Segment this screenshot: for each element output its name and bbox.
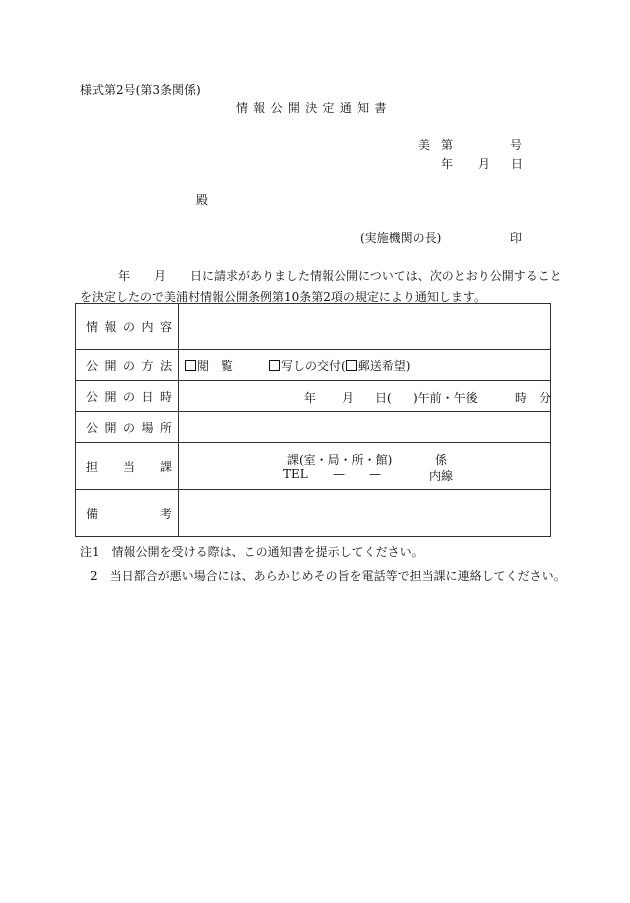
label-remarks: 備 考 (76, 490, 179, 537)
dept-tel-dash-2: — (369, 467, 381, 481)
table-row-remarks (76, 490, 551, 537)
note-2: 2 当日都合が悪い場合には、あらかじめその旨を電話等で担当課に連絡してください。 (90, 569, 566, 583)
table-row-content (76, 304, 551, 350)
notification-table (75, 303, 551, 537)
option-inspection: 閲 覧 (197, 358, 234, 373)
issue-month: 月 (478, 157, 491, 171)
checkbox-copy[interactable] (269, 360, 280, 371)
value-datetime[interactable] (179, 381, 551, 412)
checkbox-mail[interactable] (346, 360, 357, 371)
label-dept: 担 当 課 (76, 443, 179, 490)
body-paragraph (80, 266, 562, 308)
label-datetime: 公 開 の 日 時 (76, 381, 179, 412)
option-copy: 写しの交付( (281, 358, 346, 373)
issue-year: 年 (441, 157, 454, 171)
value-dept[interactable] (179, 443, 551, 490)
datetime-month: 月 (342, 391, 355, 405)
datetime-ampm: )午前・午後 (413, 391, 478, 405)
dept-naisen: 内線 (429, 469, 454, 483)
value-place[interactable] (179, 412, 551, 443)
body-line-1 (80, 266, 562, 287)
issuing-agency: (実施機関の長) (360, 231, 442, 245)
checkbox-inspection[interactable] (185, 360, 196, 371)
dept-kakari: 係 (435, 453, 448, 467)
dept-section: 課(室・局・所・館) (287, 453, 393, 467)
form-number: 様式第2号(第3条関係) (80, 83, 201, 97)
body-year: 年 (118, 269, 131, 283)
label-method: 公 開 の 方 法 (76, 350, 179, 381)
table-row-place (76, 412, 551, 443)
reference-dai: 第 (441, 138, 454, 152)
body-line1-rest: 日に請求がありました情報公開については、次のとおり公開すること (190, 269, 562, 283)
dept-tel-label: TEL (283, 467, 308, 481)
datetime-year: 年 (304, 391, 317, 405)
note-1: 注1 情報公開を受ける際は、この通知書を提示してください。 (80, 545, 424, 559)
value-method (179, 350, 551, 381)
datetime-hour: 時 (515, 391, 528, 405)
value-remarks[interactable] (179, 490, 551, 537)
seal-mark: 印 (510, 231, 523, 245)
datetime-day: 日( (375, 391, 392, 405)
body-month: 月 (154, 269, 167, 283)
table-row-datetime (76, 381, 551, 412)
table-row-dept (76, 443, 551, 490)
datetime-minute: 分 (539, 391, 552, 405)
table-row-method (76, 350, 551, 381)
issue-day: 日 (511, 157, 524, 171)
reference-prefix: 美 (418, 138, 431, 152)
option-mail: 郵送希望) (357, 358, 411, 373)
reference-go: 号 (510, 138, 523, 152)
dept-tel-dash-1: — (333, 467, 345, 481)
label-content: 情 報 の 内 容 (76, 304, 179, 350)
body-line-2: を決定したので美浦村情報公開条例第10条第2項の規定により通知します。 (80, 290, 486, 304)
label-place: 公 開 の 場 所 (76, 412, 179, 443)
document-title: 情報公開決定通知書 (236, 101, 392, 115)
value-content[interactable] (179, 304, 551, 350)
addressee-dono: 殿 (196, 193, 209, 207)
